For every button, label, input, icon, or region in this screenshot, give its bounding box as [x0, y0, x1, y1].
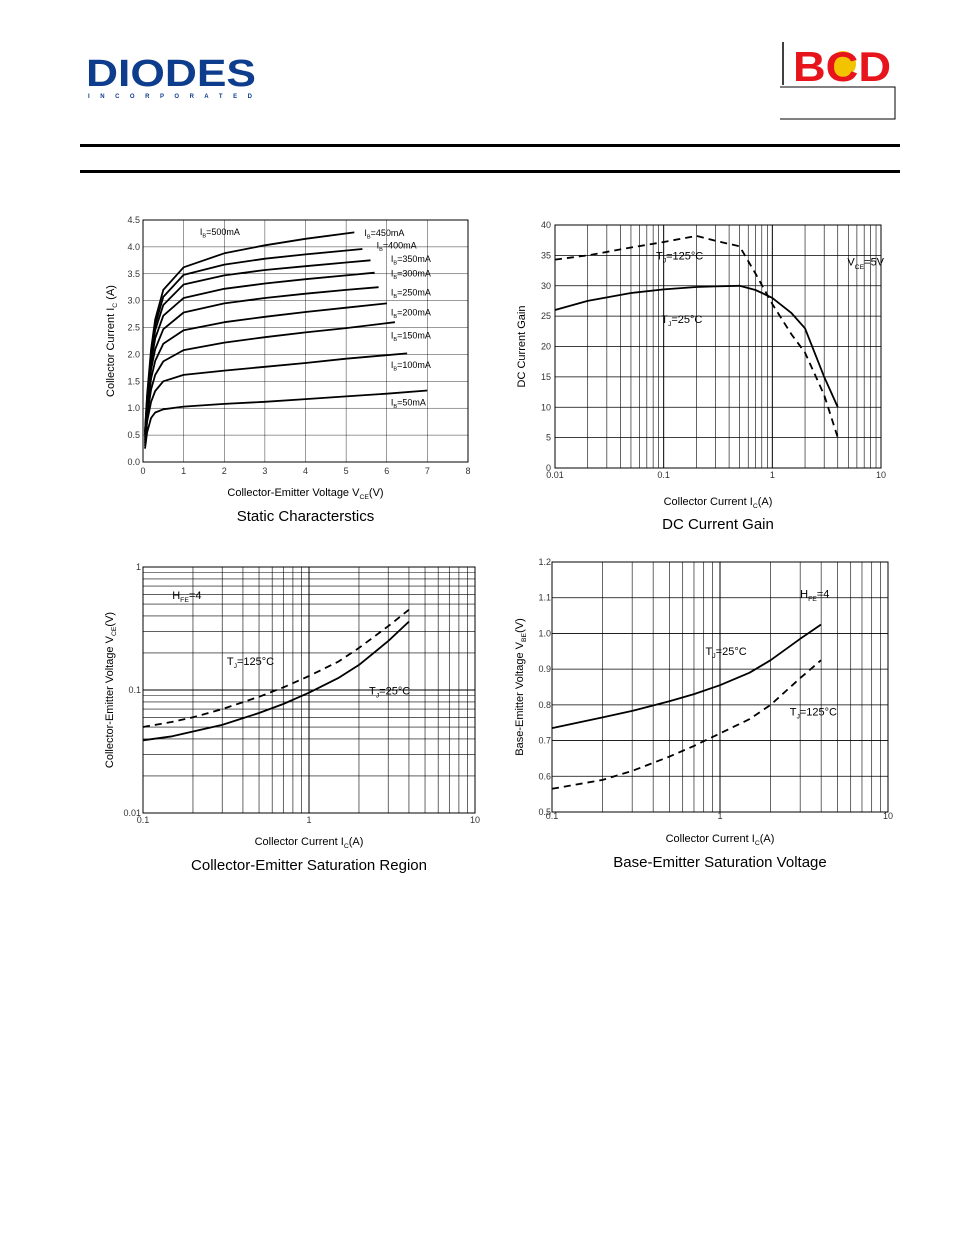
series-label: $I_B=500mA$ — [199, 227, 240, 240]
x-tick-label: 1 — [717, 811, 723, 821]
y-tick-label: 3.5 — [127, 268, 140, 279]
series-line — [552, 625, 821, 729]
x-tick-label: 1 — [181, 466, 187, 476]
y-tick-label: 0.6 — [538, 771, 551, 782]
series-label: $T_J=25^\circ C$ — [369, 685, 411, 700]
y-tick-label: 1.2 — [538, 557, 551, 567]
y-tick-label: 1.0 — [538, 628, 551, 639]
series-line — [145, 391, 427, 449]
y-tick-label: 4.0 — [127, 241, 140, 252]
x-tick-label: 0.01 — [546, 470, 564, 480]
y-tick-label: 35 — [540, 250, 551, 261]
series-label: $T_J=125^\circ C$ — [226, 655, 275, 670]
y-tick-label: 25 — [540, 311, 551, 322]
series-line — [145, 322, 395, 443]
x-axis-label: Collector Current $I_C(A)$ — [254, 836, 364, 851]
series-label: $T_J=25^\circ C$ — [705, 645, 747, 660]
chart-annotation: $H_{FE}=4$ — [800, 588, 830, 603]
x-tick-label: 4 — [302, 466, 309, 476]
chart-annotation: $H_{FE}=4$ — [172, 589, 202, 605]
series-label: $T_J=25^\circ C$ — [661, 313, 703, 328]
chart-4 — [514, 557, 893, 871]
y-axis-label: Base-Emitter Voltage $V_{BE}(V)$ — [514, 618, 529, 756]
x-tick-label: 7 — [424, 466, 430, 476]
chart-title: Base-Emitter Saturation Voltage — [613, 854, 827, 871]
y-tick-label: 2.5 — [127, 322, 140, 333]
bcd-logo-text: BCD — [793, 43, 891, 90]
series-label: $I_B=250mA$ — [390, 287, 431, 300]
y-axis-label: Collector Current $I_C$ (A) — [105, 285, 120, 397]
y-axis-label: Collector-Emitter Voltage $V_{CE}(V)$ — [104, 611, 119, 769]
y-tick-label: 0.7 — [538, 735, 551, 746]
y-tick-label: 15 — [540, 371, 551, 382]
y-tick-label: 0.8 — [538, 699, 551, 710]
grid-lines — [552, 562, 888, 812]
series-line — [145, 303, 387, 440]
y-tick-label: 1.0 — [127, 403, 140, 414]
x-tick-label: 0.1 — [545, 811, 559, 821]
x-tick-label: 10 — [882, 811, 894, 821]
x-tick-label: 5 — [343, 466, 349, 476]
y-tick-label: 0.9 — [538, 664, 551, 675]
y-tick-label: 0 — [545, 463, 551, 473]
y-tick-label: 3.0 — [127, 295, 140, 306]
chart-title: Static Characterstics — [236, 508, 375, 525]
series-line — [145, 287, 379, 438]
chart-title: Collector-Emitter Saturation Region — [191, 857, 427, 874]
x-axis-label: Collector Current $I_C(A)$ — [665, 833, 775, 848]
x-axis-label: Collector-Emitter Voltage $V_{CE}(V)$ — [227, 487, 384, 502]
grid-lines — [555, 225, 881, 468]
chart-title: DC Current Gain — [662, 516, 774, 533]
y-tick-label: 20 — [540, 341, 551, 352]
y-tick-label: 0.5 — [538, 807, 551, 817]
chart-annotation: $V_{CE}=5V$ — [847, 256, 885, 271]
x-tick-label: 6 — [384, 466, 390, 476]
series-line — [143, 610, 409, 727]
series-label: $T_J=125^\circ C$ — [655, 250, 704, 265]
series-label: $T_J=125^\circ C$ — [789, 706, 837, 721]
y-tick-label: 1.5 — [127, 376, 140, 387]
y-tick-label: 0.5 — [127, 430, 140, 441]
x-tick-label: 0.1 — [136, 815, 150, 825]
y-tick-label: 1.1 — [538, 592, 551, 603]
y-tick-label: 30 — [540, 280, 551, 291]
series-label: $I_B=100mA$ — [390, 359, 431, 373]
chart-3 — [104, 562, 480, 874]
y-tick-label: 40 — [540, 220, 551, 230]
y-tick-label: 0.01 — [123, 808, 141, 818]
y-tick-label: 5 — [545, 432, 551, 443]
x-tick-label: 2 — [221, 466, 227, 476]
series-label: $I_B=150mA$ — [390, 330, 431, 343]
x-tick-label: 10 — [875, 470, 887, 480]
x-tick-label: 1 — [306, 815, 312, 825]
series-label: $I_B=450mA$ — [364, 228, 405, 241]
series-line — [145, 273, 375, 435]
y-axis-label: DC Current Gain — [516, 305, 528, 388]
series-label: $I_B=200mA$ — [390, 307, 431, 321]
series-label: $I_B=350mA$ — [390, 253, 431, 267]
diodes-logo-text: DIODES — [86, 53, 256, 95]
series-label: $I_B=50mA$ — [390, 397, 426, 411]
diodes-logo-subtext: I N C O R P O R A T E D — [88, 94, 253, 100]
series-label: $I_B=400mA$ — [376, 240, 417, 254]
y-tick-label: 2.0 — [127, 349, 140, 360]
series-line — [145, 232, 354, 431]
x-tick-label: 0 — [140, 466, 146, 476]
x-tick-label: 3 — [262, 466, 268, 476]
y-tick-label: 10 — [540, 402, 551, 413]
grid-lines — [143, 567, 475, 813]
x-tick-label: 0.1 — [657, 470, 670, 480]
chart-1 — [105, 215, 471, 525]
series-label: $I_B=300mA$ — [390, 268, 431, 281]
y-tick-label: 0.0 — [127, 457, 140, 467]
y-tick-label: 0.1 — [128, 685, 141, 695]
series-line — [552, 660, 821, 789]
x-tick-label: 10 — [469, 815, 481, 825]
x-axis-label: Collector Current $I_C(A)$ — [663, 496, 773, 511]
series-line — [145, 353, 407, 446]
y-tick-label: 4.5 — [127, 215, 140, 225]
x-tick-label: 1 — [769, 470, 775, 480]
y-tick-label: 1 — [135, 562, 141, 572]
x-tick-label: 8 — [465, 466, 471, 476]
chart-2 — [516, 220, 886, 533]
